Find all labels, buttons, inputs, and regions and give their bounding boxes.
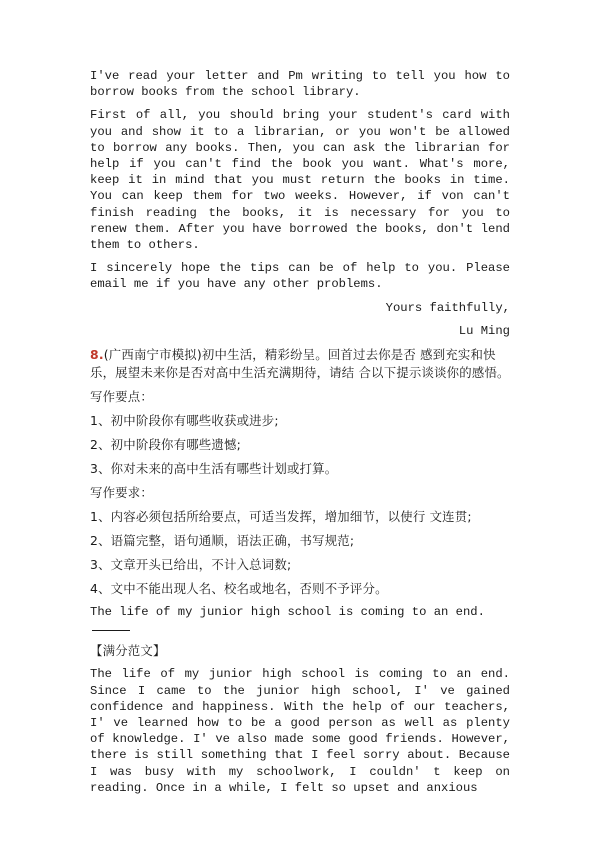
question-text: (广西南宁市模拟)初中生活，精彩纷呈。回首过去你是否 感到充实和快乐，展望未来你是否对高中生活充满期待，请结 合以下提示谈谈你的感悟。 <box>90 347 510 381</box>
letter-paragraph-1: I've read your letter and Pm writing to tell you how to borrow books from the school library. <box>90 69 510 100</box>
point-item: 1、初中阶段你有哪些收获或进步; <box>90 413 279 429</box>
point-item: 3、你对未来的高中生活有哪些计划或打算。 <box>90 461 338 477</box>
letter-signature: Lu Ming <box>458 323 510 338</box>
requirements-heading: 写作要求： <box>90 485 153 501</box>
requirement-item: 4、文中不能出现人名、校名或地名，否则不予评分。 <box>90 581 388 597</box>
essay-starter: The life of my junior high school is coming to an end. <box>90 605 485 620</box>
points-heading: 写作要点： <box>90 389 153 405</box>
letter-paragraph-3: I sincerely hope the tips can be of help to you. Please email me if you have any other problems. <box>90 261 510 292</box>
model-essay: The life of my junior high school is coming to an end. Since I came to the junior high school, I' ve gained confidence and happiness. With the help of our teachers, I' ve learned how to be a good person as well as plenty of knowledge. I' ve also made some good friends. However, there is still something that I feel sorry about. Because I was busy with my schoolwork, I couldn' t keep on reading. Once in a while, I felt so upset and anxious <box>90 667 510 795</box>
letter-paragraph-2: First of all, you should bring your student's card with you and show it to a librarian, or you won't be allowed to borrow any books. Then, you can ask the librarian for help if you can't find the book you want. What's more, keep it in mind that you must return the books in time. You can keep them for two weeks. However, if von can't finish reading the books, it is necessary for you to renew them. After you have borrowed the books, don't lend them to others. <box>90 108 510 253</box>
requirement-item: 3、文章开头已给出，不计入总词数; <box>90 557 292 573</box>
essay-starter-line <box>90 604 510 636</box>
requirement-item: 2、语篇完整，语句通顺，语法正确，书写规范; <box>90 533 355 549</box>
model-heading: 【满分范文】 <box>90 643 166 659</box>
requirement-item: 1、内容必须包括所给要点，可适当发挥，增加细节，以使行 文连贯; <box>90 509 472 525</box>
answer-blank <box>92 620 130 631</box>
point-item: 2、初中阶段你有哪些遗憾; <box>90 437 241 453</box>
question-prompt <box>90 346 510 382</box>
question-number: 8. <box>90 347 104 363</box>
document-page <box>90 68 510 796</box>
letter-closing: Yours faithfully, <box>385 300 510 315</box>
